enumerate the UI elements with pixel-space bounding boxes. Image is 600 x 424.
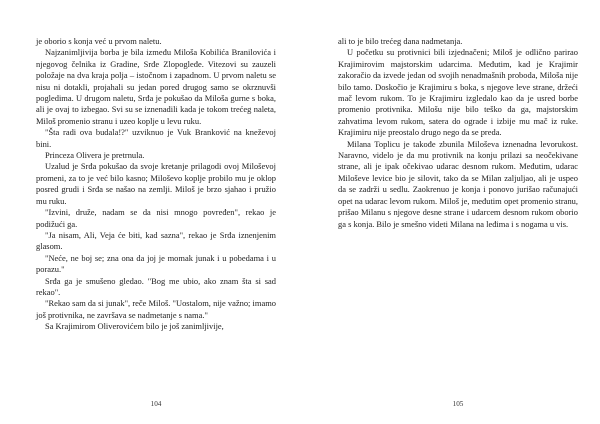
paragraph: Sa Krajimirom Oliverovićem bilo je još zanimljivije, <box>45 321 224 332</box>
paragraph: je oborio s konja već u prvom naletu. <box>36 36 162 46</box>
right-page-text <box>338 36 578 230</box>
paragraph: "Neće, ne boj se; zna ona da joj je momak junak i u pobedama i u porazu." <box>36 252 276 275</box>
paragraph: Najzanimljivija borba je bila između Miloša Kobilića Branilovića i njegovog čelnika iz Gradine, Srđe Zlopogleđe. Vitezovi su zauzeli položaje na dva kraja polja – istočnom i zapadnom. U prvom naletu se nisu ni dotakli, projahali su jedan pored drugog samo se okrznuvši pogledima. U drugom naletu, Srđa je pokušao da Miloša gurne s boka, ali je ovaj to izbegao. Svi su se iznenadili kada je tokom trećeg naleta, Miloš promenio stranu i uzeo koplje u levu ruku. <box>36 47 276 126</box>
paragraph: Princeza Olivera je pretrnula. <box>45 150 145 161</box>
paragraph: "Izvini, druže, nadam se da nisi mnogo povređen", rekao je podižući ga. <box>36 207 276 229</box>
paragraph: Milana Toplicu je takođe zbunila Miloševa iznenadna levorukost. Naravno, videlo je da mu protivnik na konju prilazi sa neočekivane strane, ali je ipak očekivao udarac desnom rukom. Međutim, udarac Miloševe levice bio je silovit, tako da se Milan zaljuljao, ali je uspeo da se zadrži u sedlu. Zaokrenuo je konja i ponovo jurišao računajući opet na udarac levom rukom. Miloš je, međutim opet promenio stranu, prišao Milanu s njegove desne strane i udarcem desnom rukom oborio ga s konja. Bilo je smešno videti Milana na leđima i s nogama u vis. <box>338 138 578 229</box>
right-page <box>338 36 578 230</box>
paragraph: "Ja nisam, Ali, Veja će biti, kad sazna", rekao je Srđa iznenjenim glasom. <box>36 229 276 252</box>
paragraph: Uzalud je Srđa pokušao da svoje kretanje prilagodi ovoj Miloševoj promeni, za to je već bilo kasno; Miloševo koplje probilo mu je oklop posred grudi i Srđa se našao na zemlji. Miloš je brzo sjahao i pružio mu ruku. <box>36 161 276 206</box>
paragraph: "Šta radi ova budala!?" uzviknuo je Vuk Branković na kneževoj bini. <box>36 127 276 149</box>
left-page <box>36 36 276 333</box>
paragraph: Srđa ga je smušeno gledao. "Bog me ubio, ako znam šta si sad rekao". <box>36 275 276 297</box>
page-number-left: 104 <box>150 400 162 408</box>
paragraph: ali to je bilo trećeg dana nadmetanja. <box>338 36 463 46</box>
left-page-text <box>36 36 276 333</box>
paragraph: "Rekao sam da si junak", reče Miloš. "Uostalom, nije važno; imamo još protivnika, ne završava se nadmetanje s nama." <box>36 298 276 320</box>
paragraph: U početku su protivnici bili izjednačeni; Miloš je odlično parirao Krajimirovim majstorskim udarcima. Međutim, kad je Krajimir zakoračio da izvede jedan od svojih nenadmašnih proboda, Miloša nije bilo tamo. Doskočio je Krajimiru s boka, s njegove leve strane, držeći mač levom rukom. To je Krajimiru izgledalo kao da je usred borbe promenio protivnika. Milošu nije bilo teško da ga, majstorskim zahvatima levom rukom, satera do ograde i izbije mu mač iz ruke. Krajimiru nije preostalo drugo nego da se preda. <box>338 47 578 138</box>
page-number-right: 105 <box>452 400 464 408</box>
